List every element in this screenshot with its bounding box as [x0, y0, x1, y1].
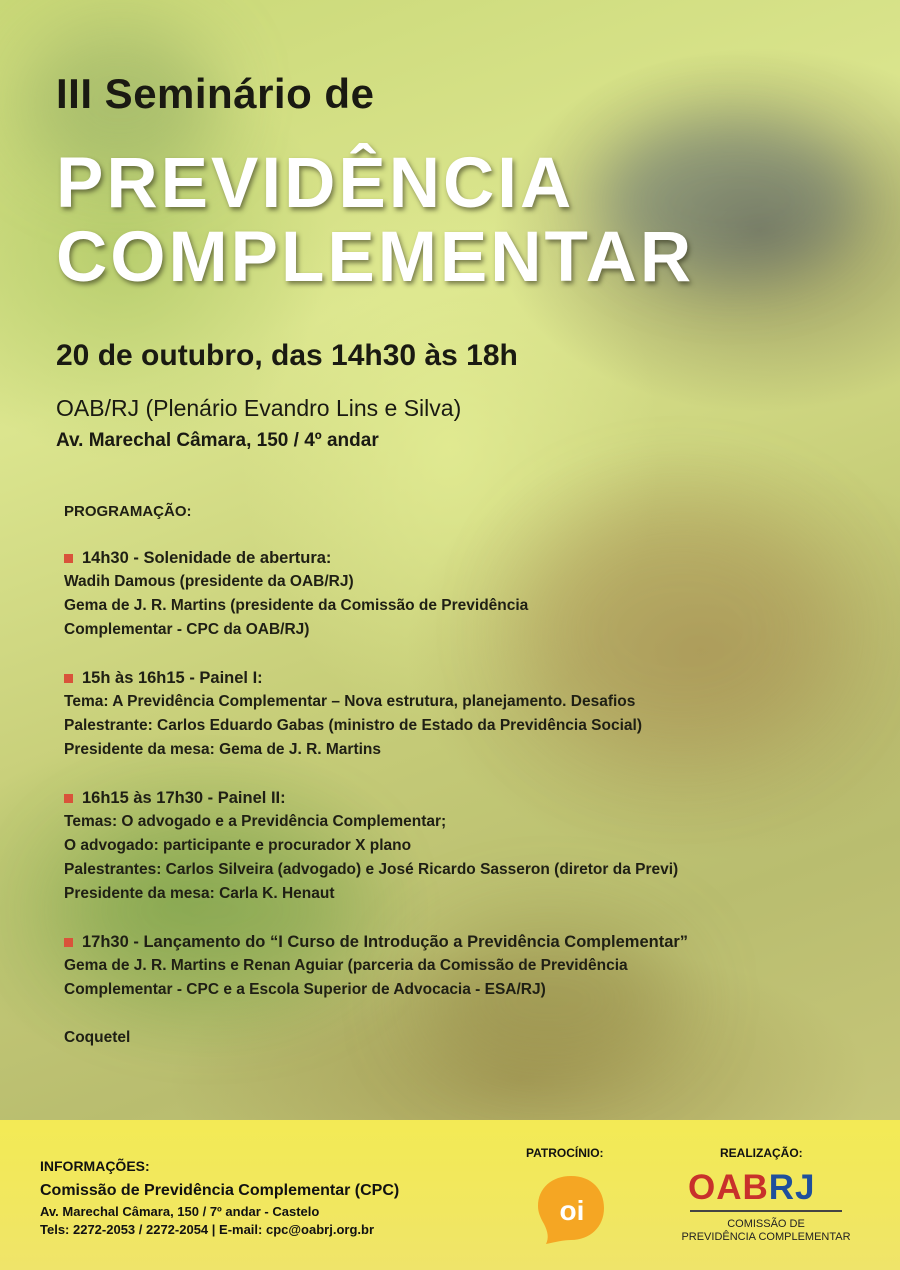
program-item-heading: 14h30 - Solenidade de abertura:: [82, 549, 332, 567]
oabrj-logo-oab: OAB: [688, 1168, 769, 1207]
oabrj-logo-rj: RJ: [768, 1168, 816, 1207]
program-item: [64, 786, 864, 906]
program-item-line: Complementar - CPC da OAB/RJ): [64, 621, 310, 638]
program-item-heading: 17h30 - Lançamento do “I Curso de Introdução a Previdência Complementar”: [82, 933, 689, 951]
info-block: [40, 1158, 399, 1239]
program-item-line: Tema: A Previdência Complementar – Nova estrutura, planejamento. Desafios: [64, 693, 636, 710]
program-item-line: Presidente da mesa: Carla K. Henaut: [64, 885, 335, 902]
organizer-subtitle: [674, 1218, 858, 1244]
info-organization: Comissão de Previdência Complementar (CPC): [40, 1182, 400, 1199]
program-item: [64, 546, 864, 642]
title-line-2: PREVIDÊNCIA: [56, 144, 575, 223]
program-item-line: Complementar - CPC e a Escola Superior de Advocacia - ESA/RJ): [64, 981, 546, 998]
oi-logo-icon: [534, 1172, 608, 1246]
program-item-line: Gema de J. R. Martins e Renan Aguiar (parceria da Comissão de Previdência: [64, 957, 628, 974]
bullet-square-icon: [64, 554, 73, 563]
organizer-subtitle-line: PREVIDÊNCIA COMPLEMENTAR: [681, 1231, 851, 1243]
logo-divider: [690, 1210, 842, 1212]
program-closing: Coquetel: [64, 1029, 131, 1046]
sponsor-label: PATROCÍNIO:: [526, 1146, 604, 1160]
program-item: [64, 930, 864, 1002]
info-contact: Tels: 2272-2053 / 2272-2054 | E-mail: cpc@oabrj.org.br: [40, 1222, 375, 1237]
event-venue: OAB/RJ (Plenário Evandro Lins e Silva): [56, 395, 462, 421]
program-item-line: O advogado: participante e procurador X plano: [64, 837, 412, 854]
program-item-line: Wadih Damous (presidente da OAB/RJ): [64, 573, 354, 590]
program-item-line: Temas: O advogado e a Previdência Complementar;: [64, 813, 447, 830]
program-item-line: Palestrantes: Carlos Silveira (advogado) e José Ricardo Sasseron (diretor da Previ): [64, 861, 679, 878]
info-title: INFORMAÇÕES:: [40, 1158, 150, 1174]
event-address: Av. Marechal Câmara, 150 / 4º andar: [56, 430, 379, 451]
program-item-heading: 16h15 às 17h30 - Painel II:: [82, 789, 286, 807]
program-item-line: Presidente da mesa: Gema de J. R. Martins: [64, 741, 382, 758]
bullet-square-icon: [64, 938, 73, 947]
organizer-label: REALIZAÇÃO:: [720, 1146, 803, 1160]
bullet-square-icon: [64, 674, 73, 683]
oi-logo-text: oi: [559, 1195, 585, 1226]
program-item-heading: 15h às 16h15 - Painel I:: [82, 669, 263, 687]
program-title: PROGRAMAÇÃO:: [64, 503, 192, 520]
oabrj-logo: [688, 1170, 816, 1205]
program-item: [64, 666, 864, 762]
title-line-3: COMPLEMENTAR: [56, 218, 695, 297]
program-item-line: Gema de J. R. Martins (presidente da Comissão de Previdência: [64, 597, 529, 614]
event-date: 20 de outubro, das 14h30 às 18h: [56, 339, 518, 372]
organizer-subtitle-line: COMISSÃO DE: [727, 1218, 805, 1230]
info-address: Av. Marechal Câmara, 150 / 7º andar - Castelo: [40, 1204, 320, 1219]
program-section: [64, 500, 864, 1050]
bullet-square-icon: [64, 794, 73, 803]
title-line-1: III Seminário de: [56, 70, 375, 117]
program-item-line: Palestrante: Carlos Eduardo Gabas (ministro de Estado da Previdência Social): [64, 717, 642, 734]
